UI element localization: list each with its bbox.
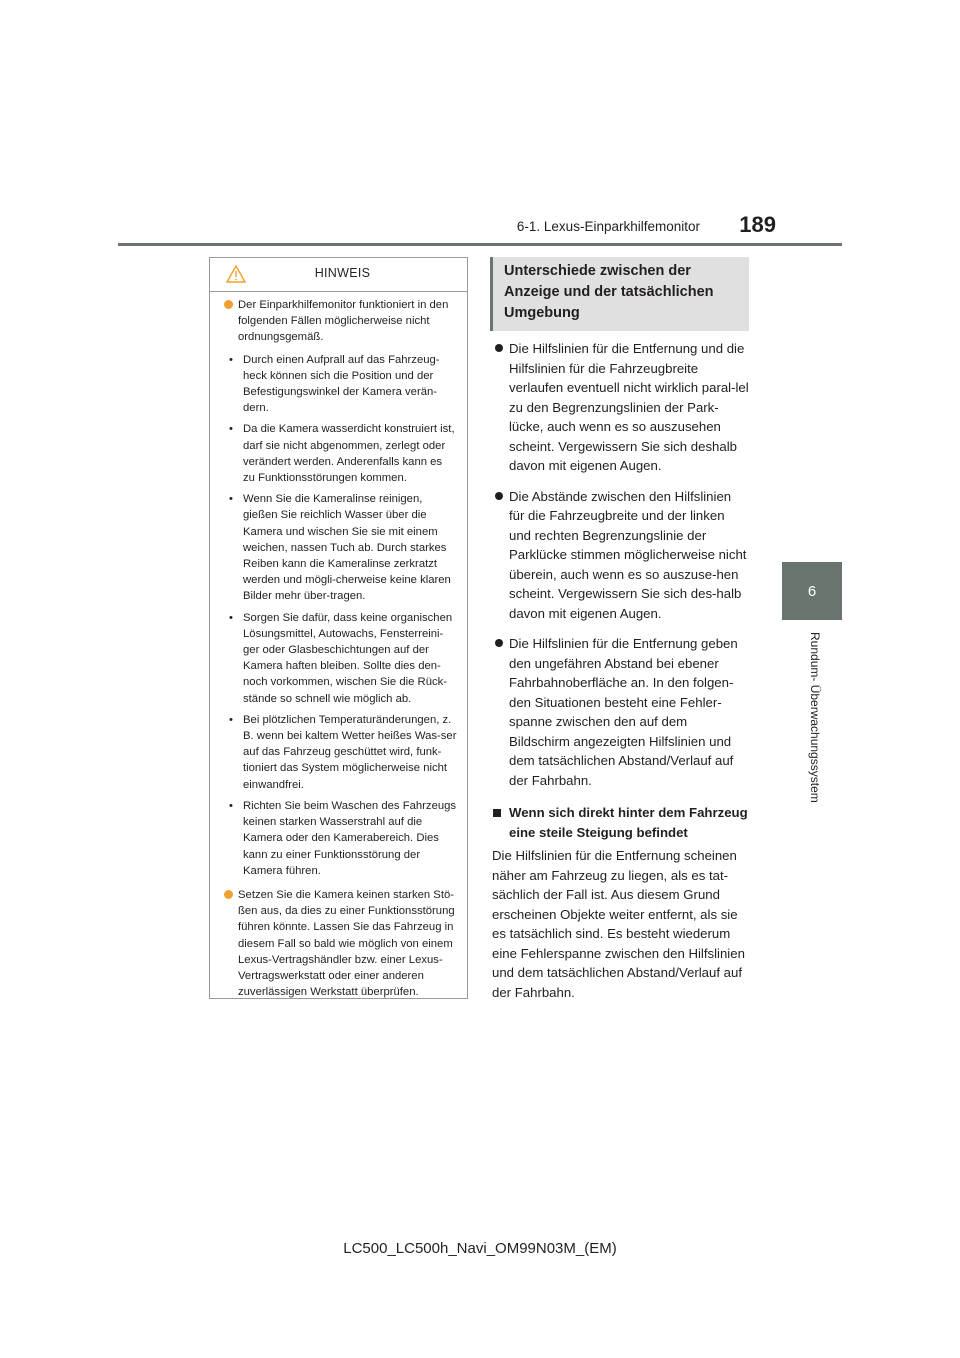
chapter-title: Rundum- Überwachungssystem — [808, 632, 822, 803]
header-section-title: 6-1. Lexus-Einparkhilfemonitor — [516, 219, 700, 234]
round-bullet-icon — [495, 639, 503, 647]
dot-bullet-icon: • — [229, 353, 233, 366]
orange-bullet-icon — [224, 890, 233, 899]
notice-sub-item — [224, 798, 457, 879]
subheading-text: Wenn sich direkt hinter dem Fahrzeug eine steile Steigung befindet — [509, 805, 748, 840]
square-bullet-icon — [493, 809, 501, 817]
bullet-item — [492, 339, 750, 476]
notice-sub-item-text: Da die Kamera wasserdicht konstruiert ist, darf sie nicht abgenommen, zerlegt oder verändert werden. Anderenfalls kann es zu Funktionsstörungen kommen. — [243, 423, 455, 485]
notice-sub-item-text: Richten Sie beim Waschen des Fahrzeugs keinen starken Wasserstrahl auf die Kamera oder den Kamerabereich. Dies kann zu einer Funktionsstörung der Kamera führen. — [243, 799, 457, 877]
bullet-item-text: Die Hilfslinien für die Entfernung und die Hilfslinien für die Fahrzeugbreite verlaufen eventuell nicht wirklich paral-lel zu den Begrenzungslinien der Park-lücke, auch wenn es so auszusehen scheint. Vergewissern Sie sich deshalb davon mit eigenen Augen. — [509, 341, 749, 473]
section-content — [492, 339, 750, 1002]
bullet-item — [492, 634, 750, 790]
round-bullet-icon — [495, 492, 503, 500]
chapter-number: 6 — [807, 582, 817, 600]
notice-item-text: Setzen Sie die Kamera keinen starken Stö-ßen aus, da dies zu einer Funktionsstörung führen könnte. Lassen Sie das Fahrzeug in diesem Fall so bald wie möglich von einem Lexus-Vertragshändler bzw. einer Lexus-Vertragswerkstatt oder einer anderen zuverlässigen Werkstatt überprüfen. — [238, 888, 455, 999]
notice-item — [224, 297, 457, 346]
notice-sub-item-text: Wenn Sie die Kameralinse reinigen, gießen Sie reichlich Wasser über die Kamera und wischen Sie sie mit einem weichen, nassen Tuch ab. Durch starkes Reiben kann die Kameralinse zerkratzt werden und mögli-cherweise keine klaren Bilder mehr über-tragen. — [243, 493, 451, 603]
bullet-item-text: Die Abstände zwischen den Hilfslinien für die Fahrzeugbreite und der linken und rechten Begrenzungslinie der Parklücke stimmen möglicherweise nicht überein, auch wenn es so auszuse-hen scheint. Vergewissern Sie sich des-halb davon mit eigenen Augen. — [509, 488, 747, 621]
bullet-item — [492, 487, 750, 624]
notice-box — [209, 257, 468, 999]
dot-bullet-icon: • — [229, 713, 233, 726]
notice-sub-item — [224, 352, 457, 417]
orange-bullet-icon — [224, 300, 233, 309]
notice-item-text: Der Einparkhilfemonitor funktioniert in den folgenden Fällen möglicherweise nicht ordnungsgemäß. — [238, 299, 449, 344]
footer-document-id: LC500_LC500h_Navi_OM99N03M_(EM) — [343, 1240, 617, 1257]
notice-header — [210, 258, 467, 292]
section-heading: Unterschiede zwischen der Anzeige und der tatsächlichen Umgebung — [504, 263, 714, 321]
notice-sub-item — [224, 491, 457, 604]
notice-sub-item-text: Bei plötzlichen Temperaturänderungen, z. B. wenn bei kaltem Wetter heißes Was-ser auf das Fahrzeug geschüttet wird, funk-tioniert das System möglicherweise nicht einwandfrei. — [243, 713, 457, 791]
notice-sub-item-text: Durch einen Aufprall auf das Fahrzeug-heck können sich die Position und der Befestigungswinkel der Kamera verän-dern. — [243, 353, 440, 415]
dot-bullet-icon: • — [229, 423, 233, 436]
header-divider — [118, 243, 842, 246]
notice-sub-item — [224, 610, 457, 707]
dot-bullet-icon: • — [229, 799, 233, 812]
subheading — [492, 803, 750, 842]
dot-bullet-icon: • — [229, 611, 233, 624]
notice-sub-item — [224, 712, 457, 793]
notice-item — [224, 887, 457, 1000]
notice-title: HINWEIS — [314, 266, 371, 280]
bullet-item-text: Die Hilfslinien für die Entfernung geben den ungefähren Abstand bei ebener Fahrbahnoberfläche an. In den folgen-den Situationen besteht eine Fehler-spanne zwischen den auf dem Bildschirm angezeigten Hilfslinien und dem tatsächlichen Abstand/Verlauf auf der Fahrbahn. — [509, 636, 738, 788]
body-paragraph: Die Hilfslinien für die Entfernung scheinen näher am Fahrzeug zu liegen, als es tat-sächlich der Fall ist. Aus diesem Grund erscheinen Objekte weiter entfernt, als sie es tatsächlich sind. Es besteht wiederum eine Fehlerspanne zwischen den Hilfslinien und dem tatsächlichen Abstand/Verlauf auf der Fahrbahn. — [492, 848, 745, 1000]
page-number: 189 — [739, 212, 776, 237]
notice-body — [210, 292, 467, 1000]
section-heading-box — [490, 257, 749, 331]
chapter-tab — [782, 562, 842, 620]
dot-bullet-icon: • — [229, 493, 233, 506]
round-bullet-icon — [495, 344, 503, 352]
notice-sub-list — [224, 352, 457, 879]
notice-sub-item-text: Sorgen Sie dafür, dass keine organischen Lösungsmittel, Autowachs, Fensterreini-ger oder Glasbeschichtungen auf der Kamera haften bleiben. Sollte dies den-noch vorkommen, wischen Sie die Rück-stände so schnell wie möglich ab. — [243, 611, 453, 705]
notice-sub-item — [224, 421, 457, 486]
